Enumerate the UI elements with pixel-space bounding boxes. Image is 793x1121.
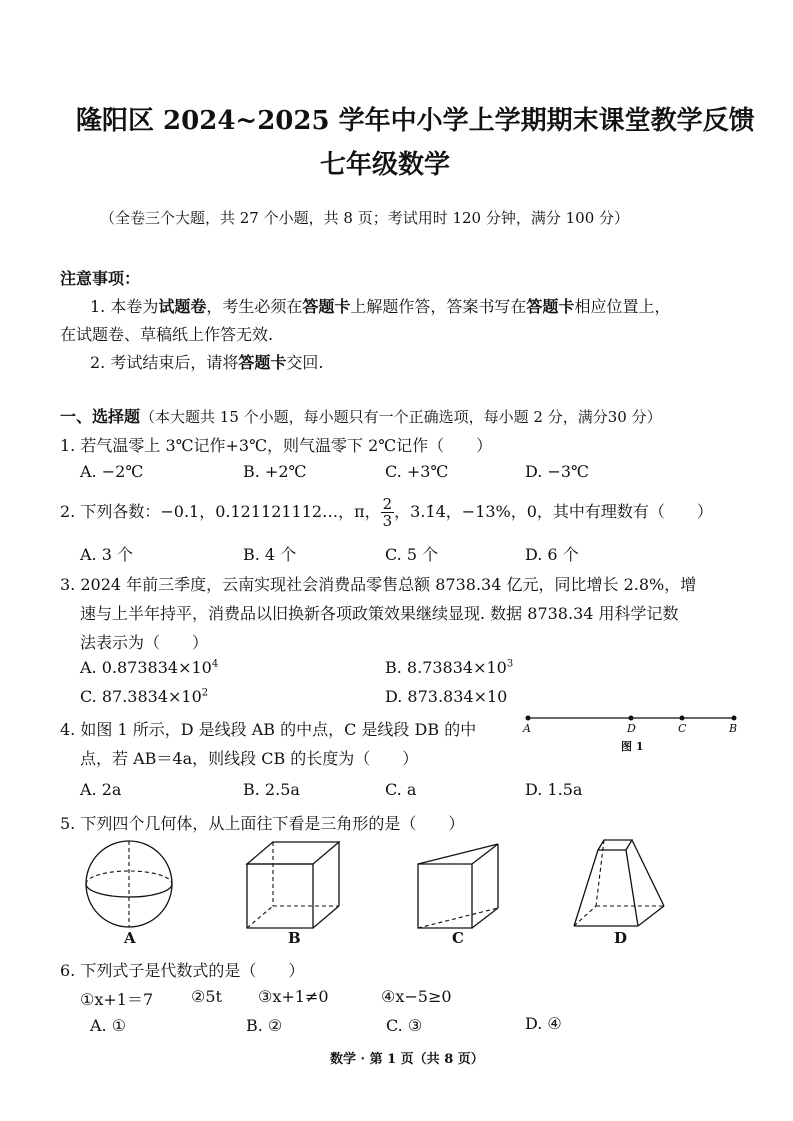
q5-stem: 5. 下列四个几何体，从上面往下看是三角形的是（ ） (60, 814, 465, 833)
q3-option-b (385, 658, 513, 677)
q4-line2: 点，若 AB＝4a，则线段 CB 的长度为（ ） (80, 749, 419, 768)
q3-b-text: B. 8.73834×10 (385, 658, 507, 677)
section1-heading: 一、选择题 (60, 407, 141, 426)
exam-title: 隆阳区 2024~2025 学年中小学上学期期末课堂教学反馈 (76, 106, 755, 136)
note-2 (90, 350, 323, 373)
exam-subtitle: 七年级数学 (320, 150, 451, 180)
q3-line1: 3. 2024 年前三季度，云南实现社会消费品零售总额 8738.34 亿元，同比增长 2.8%，增 (60, 575, 697, 594)
q2-frac-den: 3 (382, 512, 393, 530)
q2-stem-part2: ，3.1̇4，−13%，0，其中有理数有（ ） (394, 502, 713, 521)
q6-option-a: A. ① (90, 1016, 127, 1035)
frustum-solid (570, 836, 670, 931)
q4-option-b: B. 2.5a (243, 780, 300, 799)
note-1-bold: 试题卷 (158, 297, 207, 316)
triangular-prism-solid (414, 838, 514, 933)
point-d (629, 716, 634, 721)
q1-option-a: A. −2℃ (80, 462, 144, 481)
point-b (732, 716, 737, 721)
fig1-caption: 图 1 (621, 740, 644, 753)
notes-heading: 注意事项： (60, 269, 141, 288)
q3-a-exp: 4 (211, 658, 219, 670)
note-1-bold: 答题卡 (526, 297, 575, 316)
q3-a-text: A. 0.873834×10 (80, 658, 212, 677)
q3-c-exp: 2 (201, 687, 209, 699)
q2-option-d: D. 6 个 (525, 545, 579, 564)
fig1-label-d: D (627, 722, 636, 735)
note-1-text: 上解题作答，答案书写在 (350, 297, 527, 316)
q5-label-b: B (288, 929, 301, 947)
page-footer: 数学 · 第 1 页（共 8 页） (330, 1052, 484, 1067)
q2-fraction (381, 496, 395, 529)
q4-option-d: D. 1.5a (525, 780, 583, 799)
q1-option-b: B. +2℃ (243, 462, 307, 481)
note-2-text: 交回. (286, 353, 324, 372)
q6-expr-2: ②5t (191, 987, 222, 1006)
section1-desc: （本大题共 15 个小题，每小题只有一个正确选项，每小题 2 分，满分30 分） (140, 408, 662, 426)
q3-option-d: D. 873.834×10 (385, 687, 508, 706)
note-1-text: 1. 本卷为 (90, 297, 159, 316)
q6-option-c: C. ③ (386, 1016, 423, 1035)
note-1-bold: 答题卡 (302, 297, 351, 316)
q6-expr-4: ④x−5≥0 (381, 987, 452, 1006)
q5-label-d: D (614, 929, 628, 947)
q4-line1: 4. 如图 1 所示，D 是线段 AB 的中点，C 是线段 DB 的中 (60, 720, 477, 739)
q4-option-c: C. a (385, 780, 417, 799)
fig1-label-a: A (523, 722, 531, 735)
note-1-line2: 在试题卷、草稿纸上作答无效. (60, 325, 274, 344)
q5-label-c: C (452, 929, 464, 947)
cube-solid (243, 838, 353, 933)
fig1-label-b: B (729, 722, 738, 735)
q1-option-c: C. +3℃ (385, 462, 449, 481)
q2-frac-num: 2 (382, 495, 393, 513)
q4-option-a: A. 2a (80, 780, 122, 799)
q6-option-d: D. ④ (525, 1014, 562, 1033)
q3-line2: 速与上半年持平，消费品以旧换新各项政策效果继续显现. 数据 8738.34 用科学记数 (80, 604, 679, 623)
q3-option-c (80, 687, 208, 706)
q6-expr-3: ③x+1≠0 (258, 987, 329, 1006)
q3-c-text: C. 87.3834×10 (80, 687, 202, 706)
q1-option-d: D. −3℃ (525, 462, 589, 481)
note-1-text: ，考生必须在 (206, 297, 303, 316)
point-a (526, 716, 531, 721)
note-1-text: 相应位置上， (574, 297, 671, 316)
q2-stem-part1: 2. 下列各数：−0.1，0.121121112…，π， (60, 502, 381, 521)
q3-option-a (80, 658, 218, 677)
q2-stem (60, 496, 713, 529)
q3-line3: 法表示为（ ） (80, 633, 209, 652)
q5-label-a: A (124, 929, 136, 947)
point-c (680, 716, 685, 721)
q6-expr-1: ①x+1＝7 (80, 990, 154, 1009)
fig1-label-c: C (678, 722, 687, 735)
q1-stem: 1. 若气温零上 3℃记作+3℃，则气温零下 2℃记作（ ） (60, 436, 493, 455)
q6-option-b: B. ② (246, 1016, 283, 1035)
exam-info: （全卷三个大题，共 27 个小题，共 8 页；考试用时 120 分钟，满分 100 分） (100, 209, 630, 227)
note-2-text: 2. 考试结束后，请将 (90, 353, 239, 372)
note-1 (90, 294, 670, 317)
note-2-bold: 答题卡 (238, 353, 287, 372)
q2-option-c: C. 5 个 (385, 545, 439, 564)
q3-b-exp: 3 (506, 658, 514, 670)
section1-header (60, 404, 662, 427)
q6-stem: 6. 下列式子是代数式的是（ ） (60, 961, 305, 980)
q2-option-a: A. 3 个 (80, 545, 133, 564)
q2-option-b: B. 4 个 (243, 545, 297, 564)
sphere-solid (80, 838, 180, 930)
